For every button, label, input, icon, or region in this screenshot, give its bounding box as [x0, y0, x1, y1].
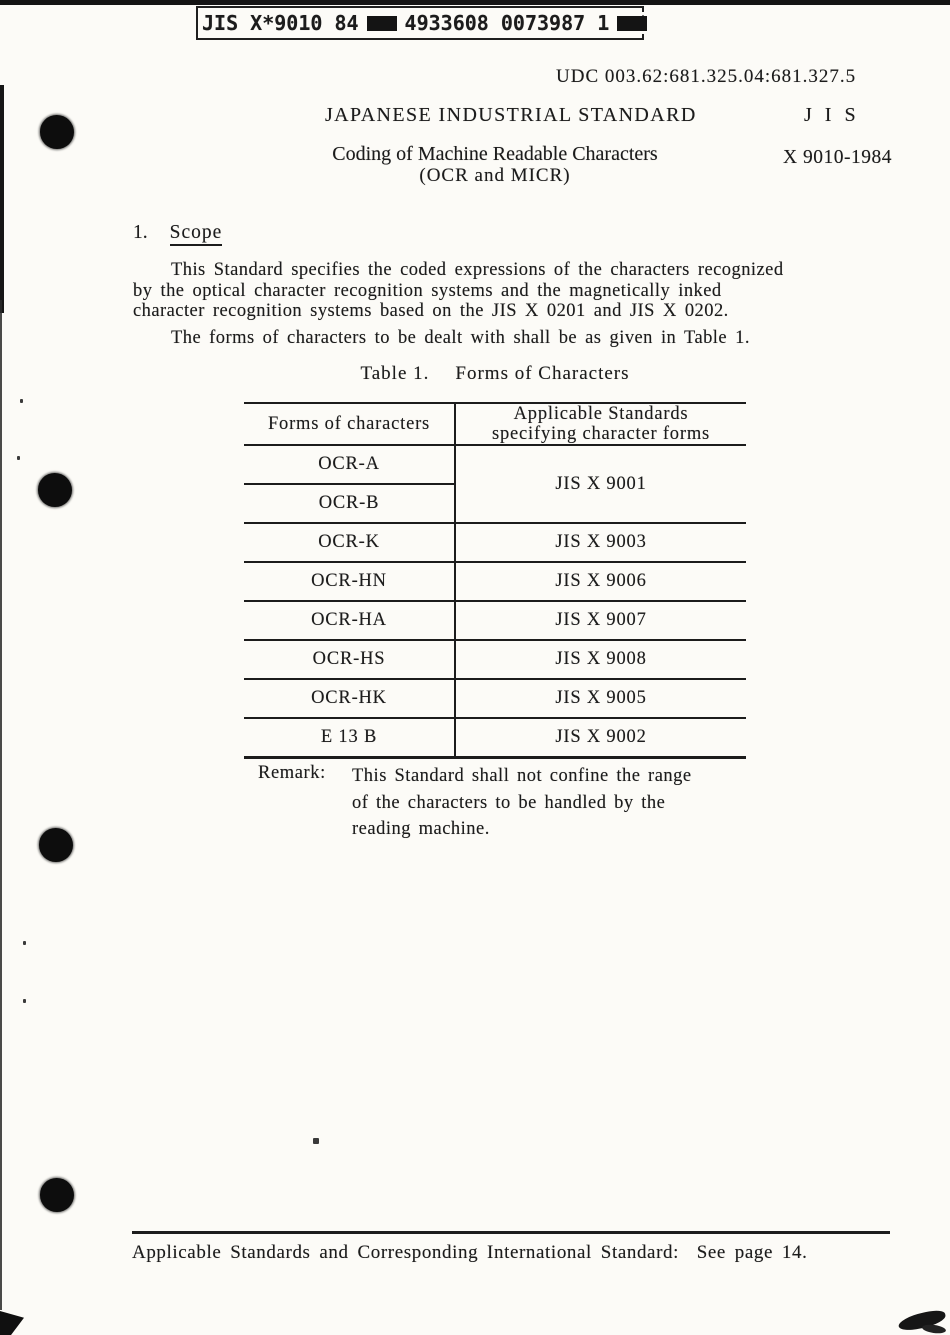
scan-speck	[313, 1138, 319, 1144]
column-header-forms: Forms of characters	[244, 403, 455, 445]
table-row	[244, 718, 746, 757]
form-cell: OCR-K	[244, 523, 455, 562]
scope-paragraph-1	[133, 260, 897, 322]
table-caption-title: Forms of Characters	[455, 363, 630, 384]
form-cell: OCR-HA	[244, 601, 455, 640]
punch-hole	[40, 1178, 74, 1212]
page-subtitle: (OCR and MICR)	[419, 165, 571, 186]
column-header-line: Applicable Standards	[513, 404, 689, 424]
section-heading	[133, 222, 222, 244]
scan-left-edge-line	[0, 300, 2, 1310]
scan-speck	[23, 941, 26, 945]
footer-note: Applicable Standards and Corresponding International Standard: See page 14.	[132, 1242, 808, 1263]
ocr-code-text-right: 4933608 0073987 1	[404, 11, 610, 35]
table-row	[244, 601, 746, 640]
table-header-row	[244, 403, 746, 445]
scan-smudge	[922, 1323, 947, 1334]
standard-label: JAPANESE INDUSTRIAL STANDARD	[325, 104, 697, 126]
filled-block-icon	[617, 16, 647, 31]
table-caption	[244, 363, 746, 385]
remark-text	[352, 763, 692, 843]
filled-block-icon	[367, 16, 397, 31]
standard-cell: JIS X 9002	[455, 718, 746, 757]
scan-top-edge	[0, 0, 950, 5]
scan-speck	[20, 399, 23, 403]
table-row	[244, 562, 746, 601]
standard-cell: JIS X 9006	[455, 562, 746, 601]
form-cell: OCR-HN	[244, 562, 455, 601]
column-header-standards	[455, 403, 746, 445]
column-header-line: specifying character forms	[491, 424, 711, 444]
standard-cell: JIS X 9003	[455, 523, 746, 562]
remark-line: of the characters to be handled by the	[352, 792, 666, 813]
ocr-code-box	[196, 6, 644, 40]
form-cell: OCR-HS	[244, 640, 455, 679]
form-cell: OCR-HK	[244, 679, 455, 718]
table-row	[244, 640, 746, 679]
scan-speck	[17, 456, 20, 460]
page-title: Coding of Machine Readable Characters	[332, 143, 658, 165]
form-cell: E 13 B	[244, 718, 455, 757]
scan-speck	[23, 999, 26, 1003]
paragraph-line: character recognition systems based on the JIS X 0201 and JIS X 0202.	[133, 301, 729, 321]
paragraph-line: This Standard specifies the coded expressions of the characters recognized	[171, 260, 784, 280]
scan-left-edge	[0, 85, 4, 313]
remark-label: Remark:	[258, 763, 326, 783]
paragraph-line: by the optical character recognition systems and the magnetically inked	[133, 280, 722, 301]
table-caption-label: Table 1.	[360, 363, 430, 384]
forms-of-characters-table	[244, 402, 746, 759]
standard-number: X 9010-1984	[783, 147, 892, 168]
form-cell: OCR-A	[244, 445, 455, 484]
udc-number: UDC 003.62:681.325.04:681.327.5	[556, 66, 857, 87]
punch-hole	[40, 115, 74, 149]
punch-hole	[38, 473, 72, 507]
standard-cell: JIS X 9005	[455, 679, 746, 718]
org-abbreviation: J I S	[804, 104, 860, 126]
standard-cell: JIS X 9001	[455, 445, 746, 523]
table-row	[244, 445, 746, 484]
punch-hole	[39, 828, 73, 862]
section-number: 1.	[133, 222, 148, 243]
table-row	[244, 679, 746, 718]
ocr-code-text-left: JIS X*9010 84	[202, 11, 359, 35]
section-title: Scope	[170, 222, 223, 246]
table-row	[244, 523, 746, 562]
standard-cell: JIS X 9008	[455, 640, 746, 679]
scope-paragraph-2: The forms of characters to be dealt with shall be as given in Table 1.	[171, 328, 750, 348]
standard-cell: JIS X 9007	[455, 601, 746, 640]
form-cell: OCR-B	[244, 484, 455, 523]
title-block	[312, 144, 678, 186]
remark-line: reading machine.	[352, 819, 490, 839]
remark-line: This Standard shall not confine the range	[352, 766, 692, 786]
scan-corner-mark	[0, 1311, 24, 1335]
footer-rule	[132, 1231, 890, 1234]
